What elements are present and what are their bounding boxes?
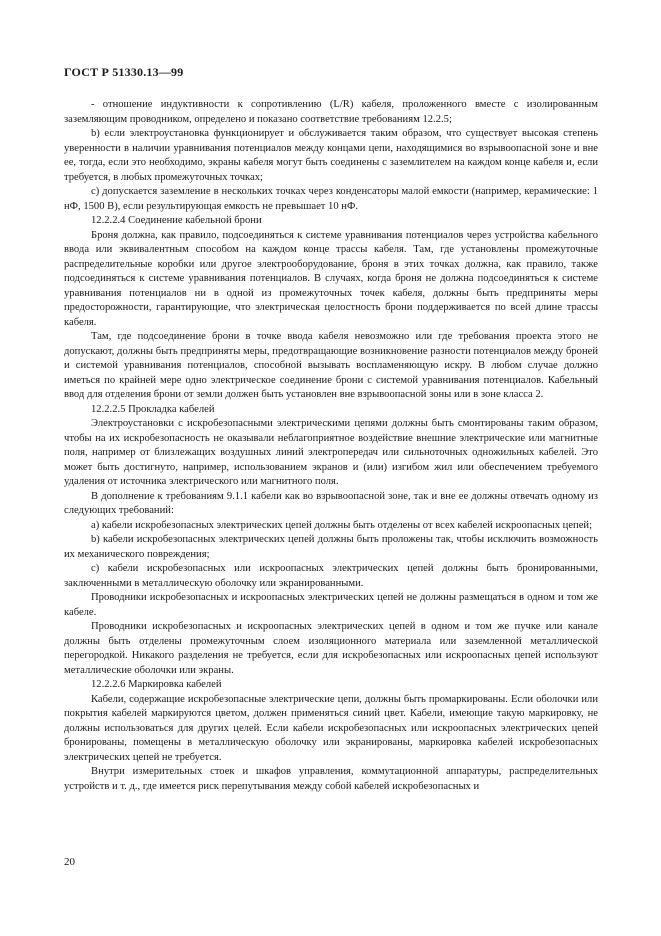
paragraph-armour-exceptions: Там, где подсоединение брони в точке ввода кабеля невозможно или где требования проекта этого не допускают, должны быть предприняты меры, предотвращающие возникновение разности потенциалов между броней и системой уравнивания потенциалов, способной вызывать воспламеняющую искру. В любом случае должно иметься по крайней мере одно электрическое соединение брони с системой уравнивания потенциалов. Кабельный ввод для отделения брони от земли должен быть установлен вне взрывоопасной зоны или в зоне класса 2. <box>64 331 598 400</box>
paragraph-armour-connection: Броня должна, как правило, подсоединяться к системе уравнивания потенциалов через устройства кабельного ввода или эквивалентным способом на каждом конце трассы кабеля. Там, где установлены промежуточные распределительные коробки или другое электрооборудование, броня в этих точках должна, как правило, также подсоединяться к системе уравнивания потенциалов. В случаях, когда броня не должна подсоединяться к системе уравнивания потенциалов ни в одной из промежуточных точек кабеля, должны быть предприняты меры предосторожности, гарантирующие, что электрическая целостность брони поддерживается по всей длине трассы кабеля. <box>64 229 598 328</box>
paragraph-requirement-a: a) кабели искробезопасных электрических цепей должны быть отделены от всех кабелей искроопасных цепей; <box>91 519 593 531</box>
paragraph-lr-ratio: - отношение индуктивности к сопротивлению (L/R) кабеля, проложенного вместе с изолированным заземляющим проводником, определено и показано соответствие требованиям 12.2.5; <box>64 99 598 125</box>
paragraph-conductors-same-cable: Проводники искробезопасных и искроопасных электрических цепей не должны размещаться в одном и том же кабеле. <box>64 592 598 618</box>
document-header: ГОСТ Р 51330.13—99 <box>64 65 184 79</box>
paragraph-requirements-intro: В дополнение к требованиям 9.1.1 кабели как во взрывоопасной зоне, так и вне ее должны отвечать одному из следующих требований: <box>64 490 598 516</box>
paragraph-item-b-grounding: b) если электроустановка функционирует и обслуживается таким образом, что существует высокая степень уверенности в наличии уравнивания потенциалов между концами цепи, находящимися во взрывоопасной зоне и вне ее, тогда, если это необходимо, экраны кабеля могут быть соединены с заземлителем на каждом конце кабеля и, если требуется, в любых промежуточных точках; <box>64 128 598 183</box>
document-body <box>64 98 598 794</box>
section-heading-12-2-2-5: 12.2.2.5 Прокладка кабелей <box>91 403 215 415</box>
section-heading-12-2-2-6: 12.2.2.6 Маркировка кабелей <box>91 679 222 690</box>
paragraph-conductors-separation: Проводники искробезопасных и искроопасных электрических цепей в одном и том же пучке или канале должны быть отделены промежуточным слоем изоляционного материала или заземленной металлической перегородкой. Никакого разделения не требуется, если для искробезопасных или искроопасных цепей используют металлические оболочки или экраны. <box>64 621 598 676</box>
section-heading-12-2-2-4: 12.2.2.4 Соединение кабельной брони <box>91 215 262 226</box>
paragraph-installation-fields: Электроустановки с искробезопасными электрическими цепями должны быть смонтированы таким образом, чтобы на их искробезопасность не оказывали неблагоприятное воздействие внешние электрические или магнитные поля, например от близлежащих воздушных линий электропередач или сильноточных одножильных кабелей. Это может быть достигнуто, например, использованием экранов и (или) изгибом жил или обеспечением требуемого удаления от источника электрического или магнитного поля. <box>64 418 598 487</box>
paragraph-cable-marking: Кабели, содержащие искробезопасные электрические цепи, должны быть промаркированы. Если оболочки или покрытия кабелей маркируются цветом, должен применяться синий цвет. Кабели, имеющие такую маркировку, не должны использоваться для других целей. Если кабели искробезопасных или искроопасных электрических цепей бронированы, помещены в металлическую оболочку или экранированы, маркировка кабелей искробезопасных электрических цепей не требуется. <box>64 693 598 763</box>
paragraph-item-c-capacitors: c) допускается заземление в нескольких точках через конденсаторы малой емкости (например, керамические: 1 нФ, 1500 В), если результирующая емкость не превышает 10 нФ. <box>64 186 598 212</box>
paragraph-requirement-c: c) кабели искробезопасных или искроопасных электрических цепей должны быть бронированными, заключенными в металлическую оболочку или экранированными. <box>64 563 598 589</box>
page-number: 20 <box>64 856 75 868</box>
paragraph-requirement-b: b) кабели искробезопасных электрических цепей должны быть проложены так, чтобы исключить возможность их механического повреждения; <box>64 534 598 560</box>
paragraph-cabinets: Внутри измерительных стоек и шкафов управления, коммутационной аппаратуры, распределительных устройств и т. д., где имеется риск перепутывания между собой кабелей искробезопасных и <box>64 766 598 792</box>
